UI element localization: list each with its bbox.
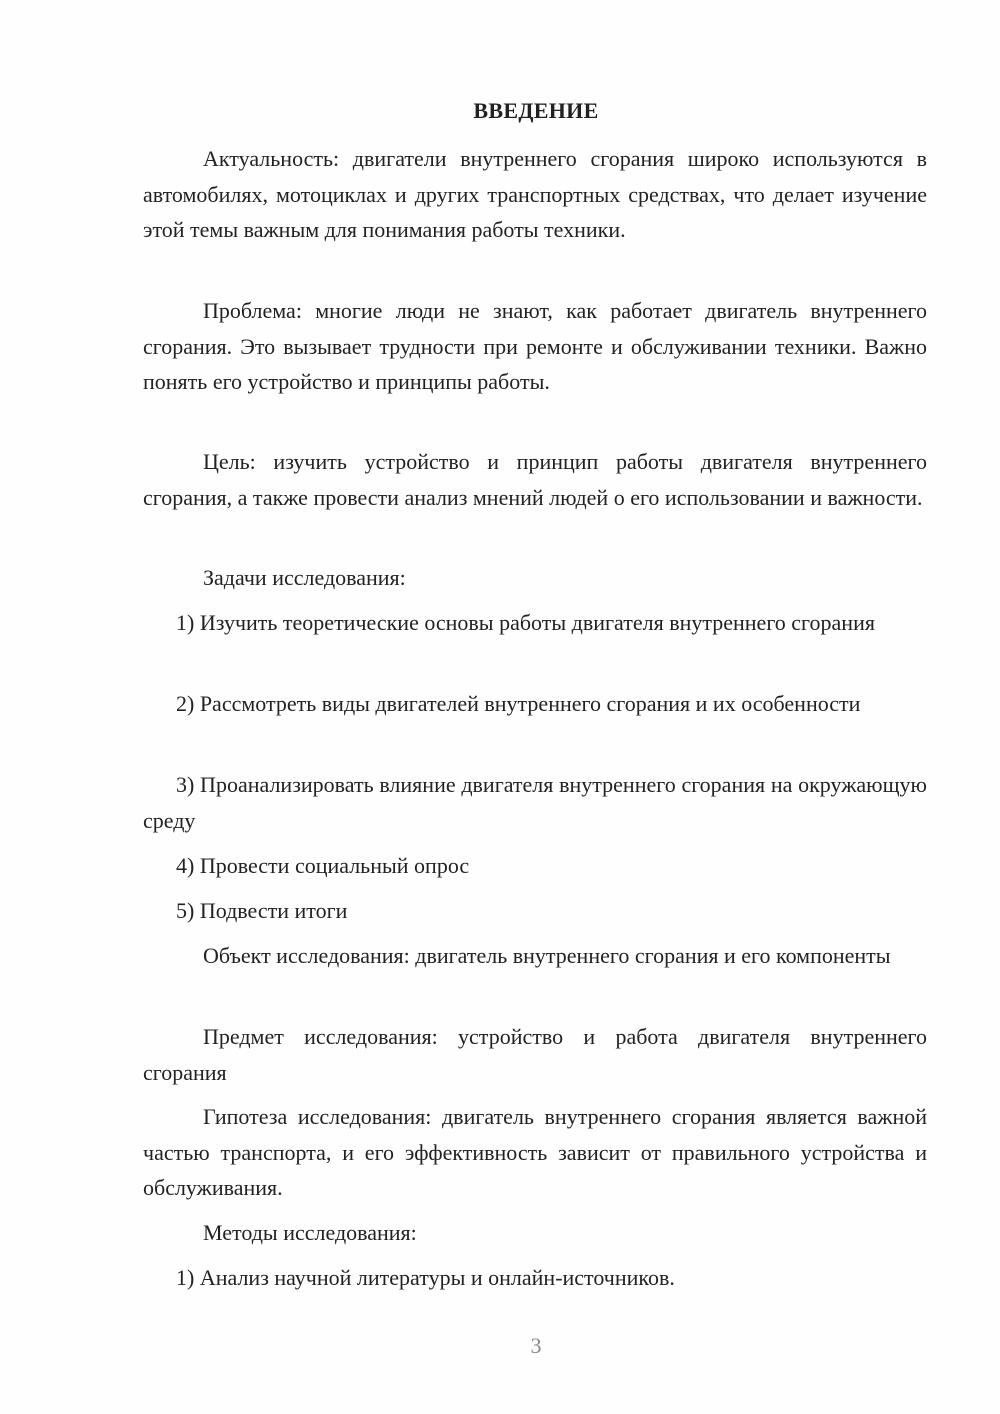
paragraph-object: Объект исследования: двигатель внутреннего сгорания и его компоненты	[203, 943, 891, 968]
paragraph-hypothesis: Гипотеза исследования: двигатель внутреннего сгорания является важной частью транспорта, и его эффективность зависит от правильного устройства и обслуживания.	[143, 1104, 927, 1200]
paragraph-problem: Проблема: многие люди не знают, как работает двигатель внутреннего сгорания. Это вызывает трудности при ремонте и обслуживании техники. Важно понять его устройство и принципы работы.	[143, 298, 927, 394]
task-item-5: 5) Подвести итоги	[176, 898, 348, 923]
page-title: ВВЕДЕНИЕ	[473, 98, 599, 123]
page-number: 3	[530, 1333, 542, 1358]
task-item-2: 2) Рассмотреть виды двигателей внутреннего сгорания и их особенности	[176, 691, 861, 716]
task-item-4: 4) Провести социальный опрос	[176, 853, 470, 878]
methods-heading: Методы исследования:	[203, 1220, 417, 1245]
paragraph-relevance: Актуальность: двигатели внутреннего сгорания широко используются в автомобилях, мотоциклах и других транспортных средствах, что делает изучение этой темы важным для понимания работы техники.	[143, 146, 927, 242]
task-item-1: 1) Изучить теоретические основы работы двигателя внутреннего сгорания	[176, 610, 875, 635]
task-item-3: 3) Проанализировать влияние двигателя внутреннего сгорания на окружающую среду	[143, 772, 927, 833]
method-item-1: 1) Анализ научной литературы и онлайн-источников.	[176, 1265, 675, 1290]
paragraph-goal: Цель: изучить устройство и принцип работы двигателя внутреннего сгорания, а также провести анализ мнений людей о его использовании и важности.	[143, 449, 927, 510]
paragraph-subject: Предмет исследования: устройство и работа двигателя внутреннего сгорания	[143, 1024, 927, 1085]
tasks-heading: Задачи исследования:	[203, 565, 406, 590]
